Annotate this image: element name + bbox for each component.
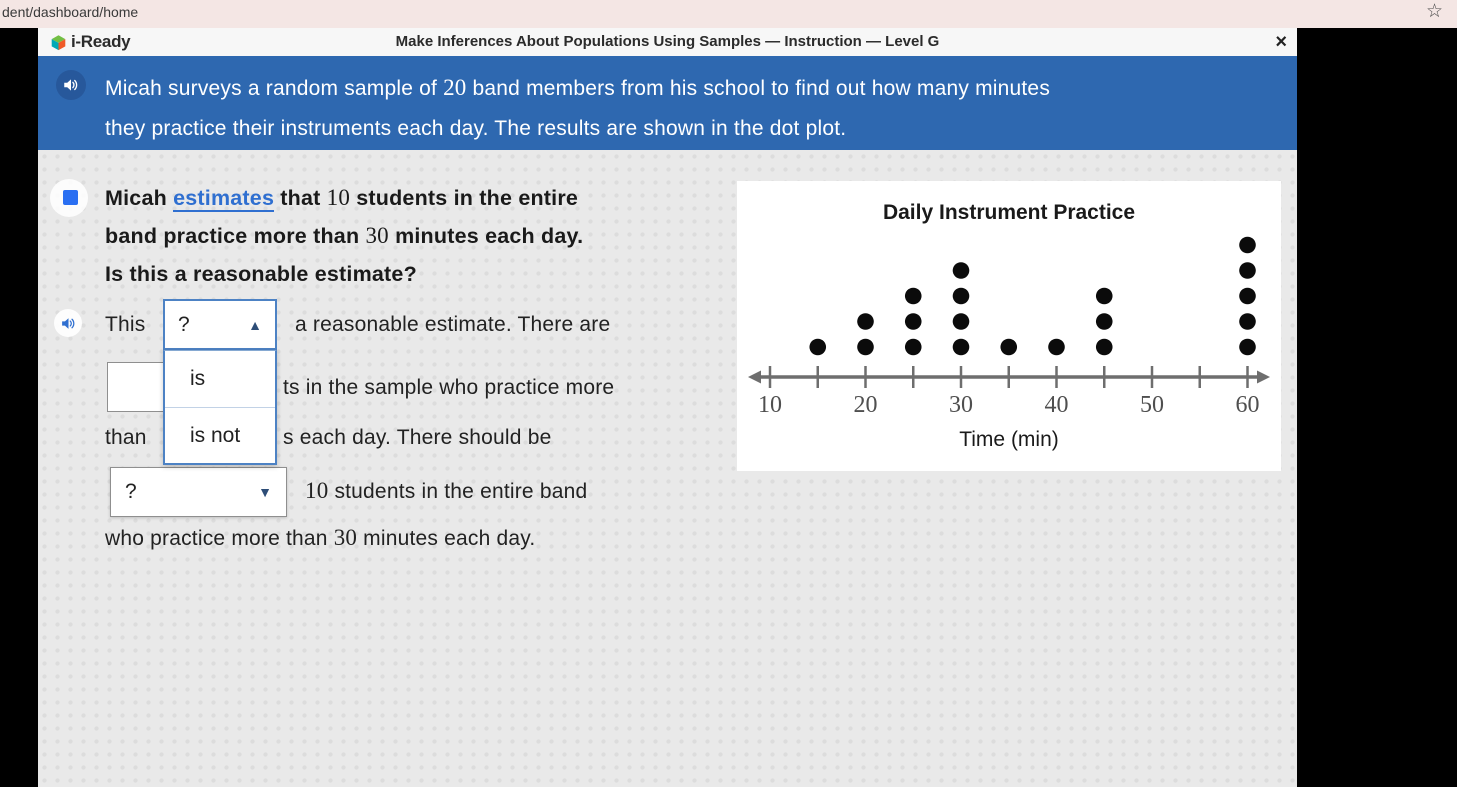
iready-logo-text: i-Ready [71, 32, 131, 51]
dropdown-3-closed[interactable] [110, 467, 287, 517]
question-text [105, 179, 685, 293]
speaker-icon [60, 315, 77, 332]
stage-background [0, 28, 1457, 787]
sentence-after-dropdown-1: a reasonable estimate. There are [295, 313, 611, 336]
question-line-1: Micah estimates that 10 students in the entire [105, 185, 579, 210]
banner-line-1: Micah surveys a random sample of 20 band members from his school to find out how many minutes [105, 75, 1051, 100]
window-header [38, 28, 1297, 56]
close-button[interactable]: × [1275, 31, 1287, 53]
dropdown-1-button[interactable] [163, 299, 277, 350]
dropdown-option-is[interactable]: is [165, 351, 275, 407]
dropdown-1-open [163, 299, 277, 465]
sentence-word-this: This [105, 313, 146, 336]
sentence-line-3-tail: s each day. There should be [283, 426, 552, 449]
dropdown-1-value: ? [178, 312, 190, 336]
sentence-audio-button[interactable] [54, 309, 82, 337]
svg-text:50: 50 [1140, 392, 1164, 418]
bookmark-star-icon[interactable]: ☆ [1425, 1, 1443, 22]
lesson-title: Make Inferences About Populations Using Samples — Instruction — Level G [395, 33, 940, 50]
browser-bar [0, 0, 1457, 28]
svg-text:30: 30 [949, 392, 973, 418]
question-line-3: Is this a reasonable estimate? [105, 262, 417, 286]
svg-text:20: 20 [853, 392, 878, 418]
chevron-up-icon: ▲ [248, 316, 262, 333]
sentence-line-4: 10 students in the entire band [305, 478, 588, 503]
dropdown-3-value: ? [125, 480, 137, 503]
sentence-line-5: who practice more than 30 minutes each day. [105, 525, 536, 550]
lesson-content [38, 150, 1297, 787]
question-bullet-icon [63, 190, 78, 205]
chevron-down-icon: ▼ [258, 484, 272, 500]
svg-text:40: 40 [1044, 392, 1069, 418]
dropdown-1-options-list [163, 350, 277, 465]
sentence-line-2-tail: ts in the sample who practice more [283, 376, 615, 399]
question-line-2: band practice more than 30 minutes each day. [105, 223, 584, 248]
svg-text:Daily Instrument Practice: Daily Instrument Practice [882, 201, 1136, 224]
dot-plot-panel [737, 181, 1281, 471]
dropdown-option-is-not[interactable]: is not [165, 407, 275, 463]
audio-speaker-button[interactable] [56, 70, 86, 100]
lesson-window [38, 28, 1297, 787]
estimates-link[interactable]: estimates [173, 186, 275, 210]
url-text[interactable]: dent/dashboard/home [2, 4, 139, 20]
svg-text:10: 10 [758, 392, 782, 418]
svg-text:Time (min): Time (min) [959, 428, 1059, 451]
instruction-banner [38, 56, 1297, 150]
speaker-icon [62, 76, 80, 94]
banner-line-2: they practice their instruments each day. The results are shown in the dot plot. [105, 117, 847, 140]
svg-text:60: 60 [1235, 392, 1260, 418]
banner-prompt-text [105, 68, 1255, 149]
dot-plot-svg [737, 181, 1281, 471]
sentence-word-than: than [105, 426, 147, 449]
